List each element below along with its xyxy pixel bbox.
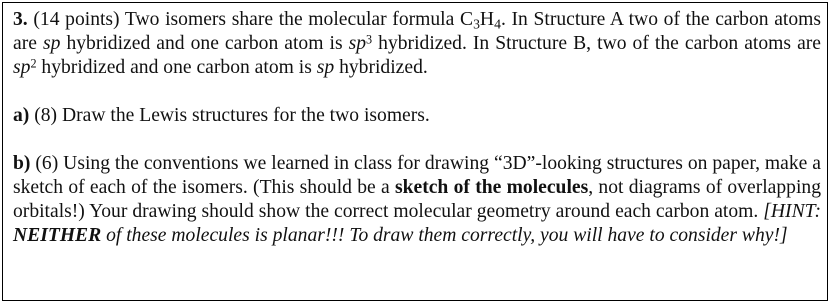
part-a-label: a) <box>13 105 30 126</box>
subscript-3: 3 <box>473 16 480 32</box>
hint-rest: of these molecules is planar!!! To draw them correctly, you will have to consider why!] <box>101 225 788 246</box>
question-box <box>2 2 828 301</box>
intro-text-7: hybridized. <box>334 57 428 78</box>
sp-term-3: sp <box>13 57 31 78</box>
spacer <box>13 80 821 104</box>
intro-text-6: hybridized and one carbon atom is <box>36 57 317 78</box>
intro-text-5: hybridized. In Structure B, two of the carbon atoms are <box>372 33 821 54</box>
part-a <box>13 104 821 128</box>
hint-emphasis: NEITHER <box>13 225 102 246</box>
intro-text-3: . In Structure A two of the carbon atoms are <box>13 9 822 54</box>
part-b-text-1: (6) Using the conventions we learned in class for drawing “3D”-looking structures on paper, make a sketch of each of the isomers. (This should be a <box>13 153 821 198</box>
part-a-text: (8) Draw the Lewis structures for the two isomers. <box>29 105 430 126</box>
part-b-text-2: , not diagrams of overlapping orbitals!) Your drawing should show the correct molecular geometry around each carbon atom. <box>13 177 822 222</box>
spacer <box>13 128 821 152</box>
intro-text-2: H <box>479 9 495 30</box>
subscript-4: 4 <box>494 16 501 32</box>
superscript-3: 3 <box>366 32 373 47</box>
question-number: 3. <box>13 9 28 30</box>
superscript-2: 2 <box>30 56 37 71</box>
part-b-label: b) <box>13 153 31 174</box>
intro-text-1: (14 points) Two isomers share the molecular formula C <box>33 9 474 30</box>
question-text <box>13 8 821 248</box>
sp-term-2: sp <box>348 33 367 54</box>
intro-text-4: hybridized and one carbon atom is <box>60 33 349 54</box>
hint-open: [HINT: <box>763 201 821 222</box>
sp-term-1: sp <box>42 33 61 54</box>
part-b <box>13 152 821 248</box>
sp-term-4: sp <box>316 57 335 78</box>
question-intro <box>13 8 821 80</box>
part-b-emphasis: sketch of the molecules <box>394 177 589 198</box>
